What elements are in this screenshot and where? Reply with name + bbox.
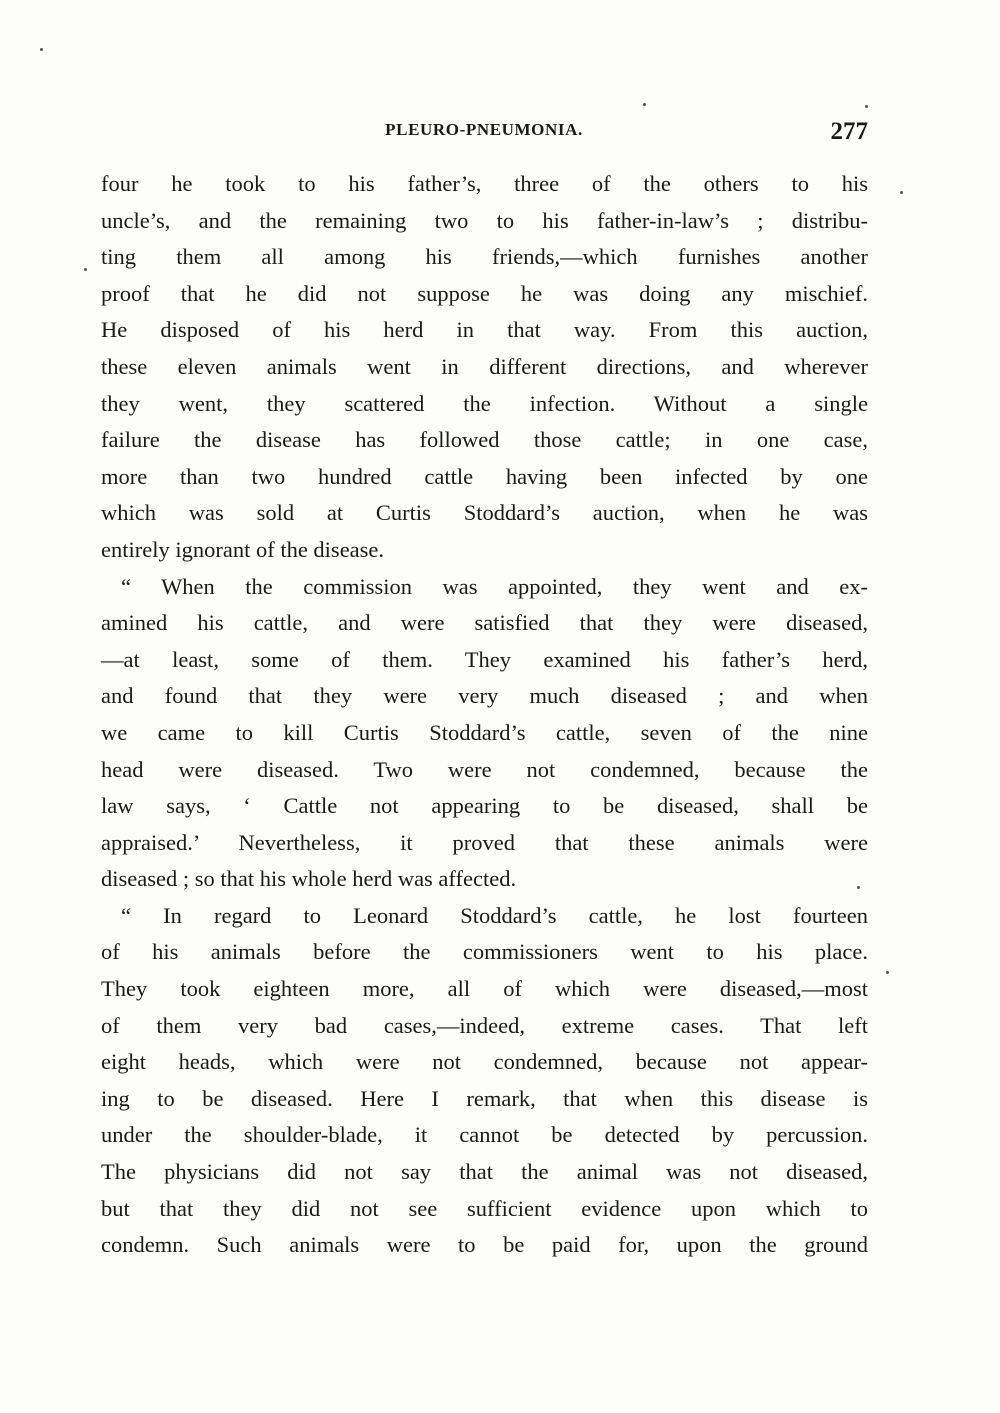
text-line: but that they did not see sufficient evidence upon which to bbox=[101, 1195, 868, 1221]
text-line: more than two hundred cattle having been infected by one bbox=[101, 463, 868, 489]
scan-speck bbox=[84, 268, 87, 271]
text-line: which was sold at Curtis Stoddard’s auction, when he was bbox=[101, 500, 868, 526]
scan-speck bbox=[886, 971, 889, 974]
body-text bbox=[101, 166, 868, 1264]
text-line: diseased ; so that his whole herd was affected. bbox=[101, 866, 517, 892]
text-line: of them very bad cases,—indeed, extreme cases. That left bbox=[101, 1012, 868, 1038]
text-line: they went, they scattered the infection. Without a single bbox=[101, 390, 868, 416]
page-number: 277 bbox=[830, 118, 868, 145]
text-line: “ When the commission was appointed, they went and ex- bbox=[121, 573, 868, 599]
text-line: and found that they were very much diseased ; and when bbox=[101, 683, 868, 709]
text-line: entirely ignorant of the disease. bbox=[101, 536, 385, 562]
text-line: proof that he did not suppose he was doing any mischief. bbox=[101, 280, 868, 306]
text-line: four he took to his father’s, three of the others to his bbox=[101, 171, 868, 196]
text-line: these eleven animals went in different directions, and wherever bbox=[101, 353, 868, 379]
text-line: under the shoulder-blade, it cannot be detected by percussion. bbox=[101, 1122, 868, 1148]
scan-speck bbox=[643, 103, 646, 106]
text-line: law says, ‘ Cattle not appearing to be diseased, shall be bbox=[101, 793, 868, 819]
text-line: —at least, some of them. They examined his father’s herd, bbox=[101, 646, 868, 672]
text-line: condemn. Such animals were to be paid for, upon the ground bbox=[101, 1232, 868, 1258]
text-line: appraised.’ Nevertheless, it proved that these animals were bbox=[101, 829, 868, 855]
scan-speck bbox=[40, 48, 43, 51]
text-line: “ In regard to Leonard Stoddard’s cattle, he lost fourteen bbox=[121, 902, 868, 928]
text-line: we came to kill Curtis Stoddard’s cattle, seven of the nine bbox=[101, 719, 868, 745]
text-line: eight heads, which were not condemned, because not appear- bbox=[101, 1049, 868, 1075]
text-line: ing to be diseased. Here I remark, that when this disease is bbox=[101, 1085, 868, 1111]
scan-speck bbox=[865, 105, 868, 108]
text-line: head were diseased. Two were not condemned, because the bbox=[101, 756, 868, 782]
text-line: They took eighteen more, all of which were diseased,—most bbox=[101, 976, 868, 1002]
text-line: ting them all among his friends,—which furnishes another bbox=[101, 244, 868, 270]
text-line: The physicians did not say that the animal was not diseased, bbox=[101, 1159, 868, 1185]
text-line: failure the disease has followed those cattle; in one case, bbox=[101, 427, 868, 453]
scan-speck bbox=[900, 191, 903, 194]
running-head bbox=[100, 118, 868, 148]
running-title: PLEURO-PNEUMONIA. bbox=[385, 120, 583, 139]
text-line: amined his cattle, and were satisfied that they were diseased, bbox=[101, 610, 868, 636]
text-line: He disposed of his herd in that way. From this auction, bbox=[101, 317, 868, 343]
scan-speck bbox=[857, 886, 860, 889]
text-line: uncle’s, and the remaining two to his father-in-law’s ; distribu- bbox=[101, 207, 868, 233]
text-line: of his animals before the commissioners went to his place. bbox=[101, 939, 868, 965]
